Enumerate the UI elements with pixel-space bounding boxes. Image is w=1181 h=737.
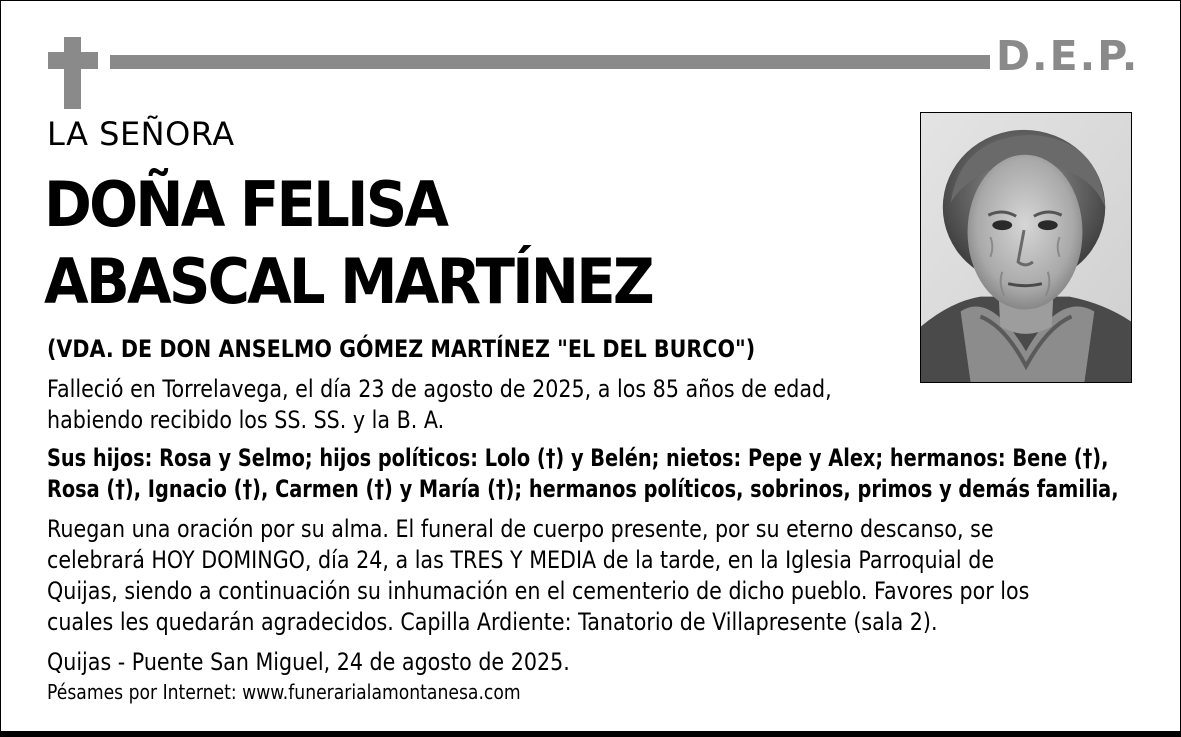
funeral-line: Quijas, siendo a continuación su inhumación en el cementerio de dicho pueblo. Favores por los (47, 577, 1030, 605)
death-notice (47, 374, 832, 436)
portrait-image (921, 113, 1131, 382)
portrait-photo (920, 112, 1132, 383)
death-notice-line: habiendo recibido los SS. SS. y la B. A. (47, 406, 445, 434)
header-rule (110, 55, 990, 69)
family-line: Sus hijos: Rosa y Selmo; hijos políticos: Lolo (†) y Belén; nietos: Pepe y Alex; hermanos: Bene (†), (47, 444, 1109, 472)
deceased-name-line1: DOÑA FELISA (44, 168, 447, 241)
funeral-line: Ruegan una oración por su alma. El funeral de cuerpo presente, por su eterno descanso, se (47, 515, 994, 543)
widow-note: (VDA. DE DON ANSELMO GÓMEZ MARTÍNEZ "EL DEL BURCO") (47, 335, 756, 363)
web-condolences: Pésames por Internet: www.funerarialamontanesa.com (47, 680, 521, 704)
bottom-border (0, 731, 1181, 737)
family-line: Rosa (†), Ignacio (†), Carmen (†) y María (†); hermanos políticos, sobrinos, primos y demás familia, (47, 475, 1119, 503)
family-list (47, 443, 1119, 505)
funeral-line: celebrará HOY DOMINGO, día 24, a las TRES Y MEDIA de la tarde, en la Iglesia Parroquial de (47, 546, 995, 574)
place-date: Quijas - Puente San Miguel, 24 de agosto de 2025. (47, 648, 570, 676)
death-notice-line: Falleció en Torrelavega, el día 23 de agosto de 2025, a los 85 años de edad, (47, 375, 832, 403)
honorific-title: LA SEÑORA (47, 115, 235, 153)
cross-icon (64, 37, 81, 109)
cross-icon-arm (48, 52, 98, 69)
deceased-name-line2: ABASCAL MARTÍNEZ (44, 245, 652, 318)
funeral-line: cuales les quedarán agradecidos. Capilla Ardiente: Tanatorio de Villapresente (sala 2). (47, 608, 938, 636)
funeral-details (47, 514, 1029, 638)
dep-label: D.E.P. (996, 32, 1140, 80)
